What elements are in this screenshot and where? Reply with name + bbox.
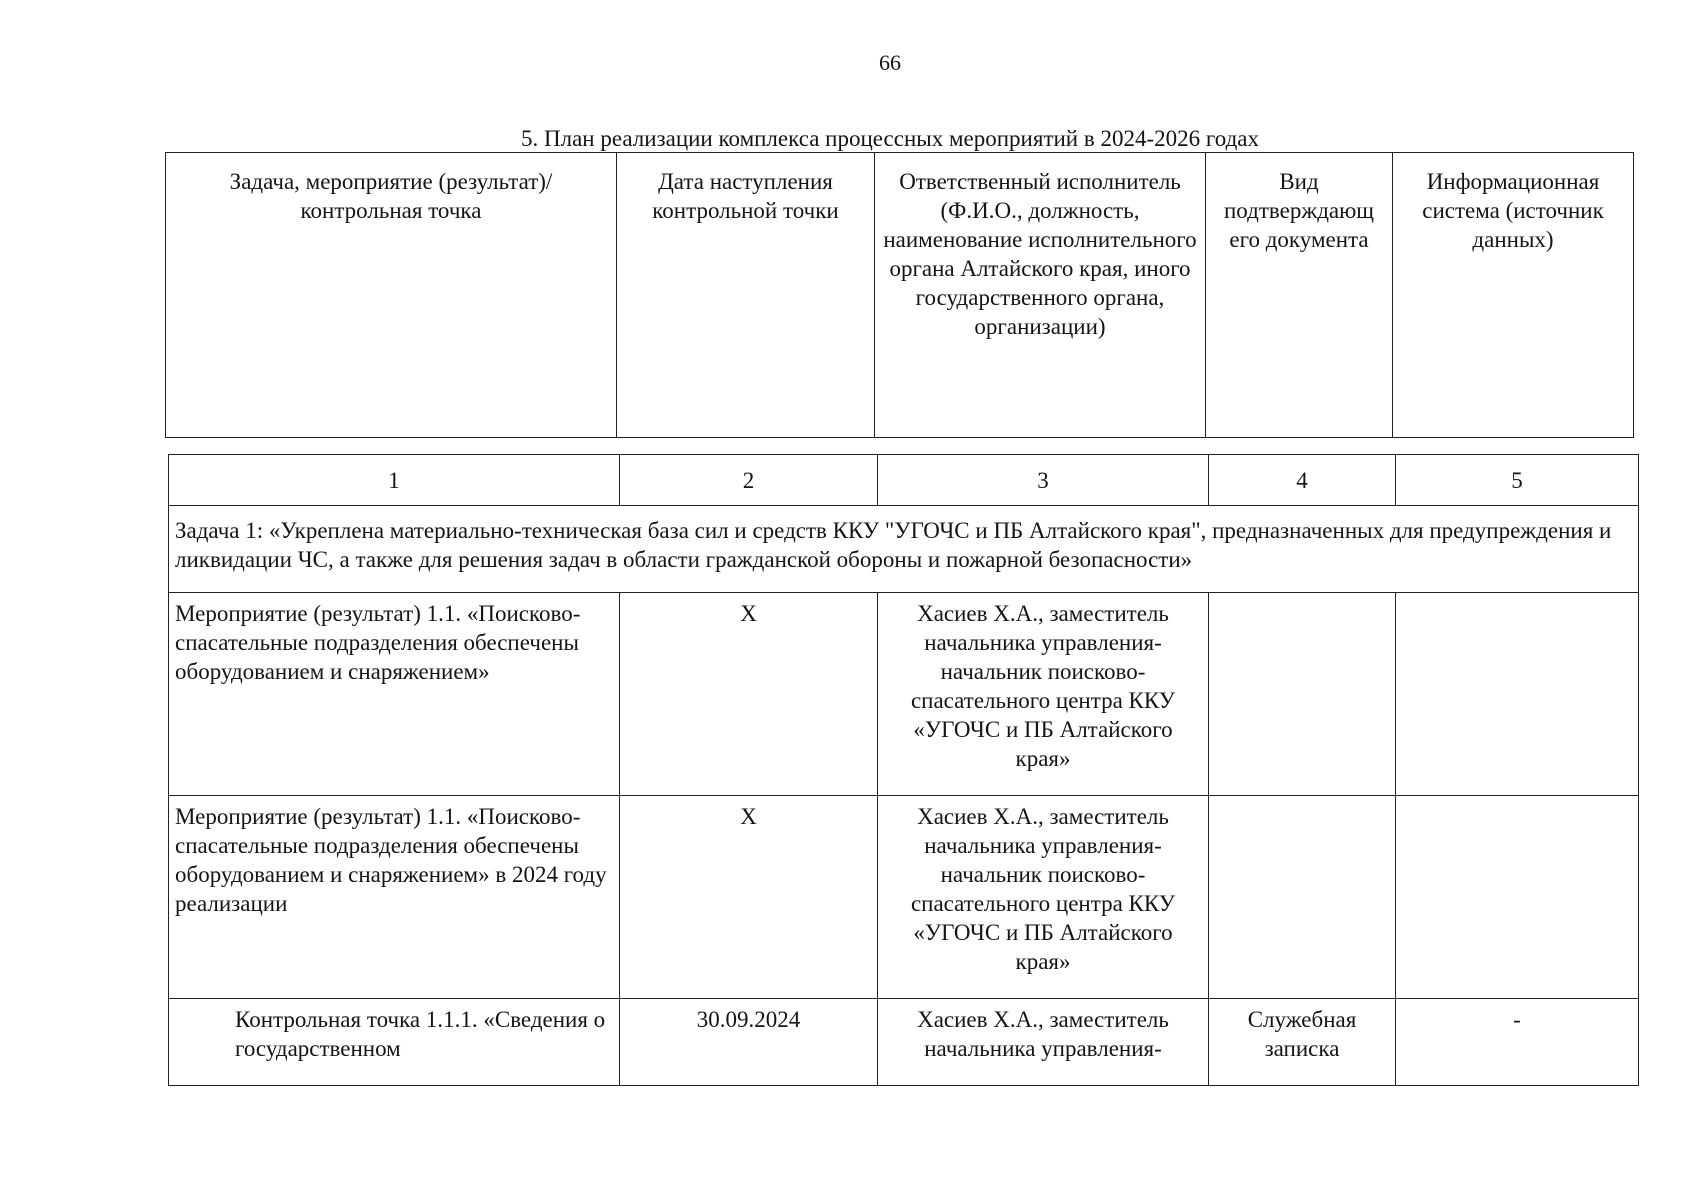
- responsible-cell: Хасиев Х.А., заместитель начальника управления-начальник поисково-спасательного центра ККУ «УГОЧС и ПБ Алтайского края»: [878, 593, 1209, 796]
- header-date: Дата наступления контрольной точки: [617, 153, 875, 438]
- info-system-cell: -: [1396, 999, 1639, 1086]
- column-number: 1: [169, 455, 620, 506]
- column-number: 2: [620, 455, 878, 506]
- header-table: [165, 152, 1634, 438]
- task-1-text: Задача 1: «Укреплена материально-техническая база сил и средств ККУ "УГОЧС и ПБ Алтайского края", предназначенных для предупреждения и ликвидации ЧС, а также для решения задач в области гражданской обороны и пожарной безопасности»: [169, 506, 1639, 593]
- date-cell: Х: [620, 796, 878, 999]
- responsible-cell: Хасиев Х.А., заместитель начальника управления-начальник поисково-спасательного центра ККУ «УГОЧС и ПБ Алтайского края»: [878, 796, 1209, 999]
- task-cell: Мероприятие (результат) 1.1. «Поисково-спасательные подразделения обеспечены оборудованием и снаряжением» в 2024 году реализации: [169, 796, 620, 999]
- responsible-cell: Хасиев Х.А., заместитель начальника управления-: [878, 999, 1209, 1086]
- document-cell: [1209, 796, 1396, 999]
- task-cell: Контрольная точка 1.1.1. «Сведения о государственном: [169, 999, 620, 1086]
- plan-table: [168, 454, 1639, 1086]
- date-cell: Х: [620, 593, 878, 796]
- column-number-row: [169, 455, 1639, 506]
- date-cell: 30.09.2024: [620, 999, 878, 1086]
- header-document: Вид подтверждающ его документа: [1206, 153, 1393, 438]
- info-system-cell: [1396, 593, 1639, 796]
- info-system-cell: [1396, 796, 1639, 999]
- column-number: 4: [1209, 455, 1396, 506]
- table-row: [169, 593, 1639, 796]
- task-cell: Мероприятие (результат) 1.1. «Поисково-спасательные подразделения обеспечены оборудованием и снаряжением»: [169, 593, 620, 796]
- column-number: 5: [1396, 455, 1639, 506]
- document-cell: Служебная записка: [1209, 999, 1396, 1086]
- header-responsible: Ответственный исполнитель (Ф.И.О., должность, наименование исполнительного органа Алтайского края, иного государственного органа, организации): [875, 153, 1206, 438]
- task-row: [169, 506, 1639, 593]
- column-number: 3: [878, 455, 1209, 506]
- table-row: [169, 999, 1639, 1086]
- section-title: 5. План реализации комплекса процессных мероприятий в 2024-2026 годах: [520, 126, 1259, 151]
- document-cell: [1209, 593, 1396, 796]
- header-row: [166, 153, 1634, 438]
- header-task: Задача, мероприятие (результат)/ контрольная точка: [166, 153, 617, 438]
- table-row: [169, 796, 1639, 999]
- header-info-system: Информационная система (источник данных): [1393, 153, 1634, 438]
- page-number: 66: [879, 50, 901, 75]
